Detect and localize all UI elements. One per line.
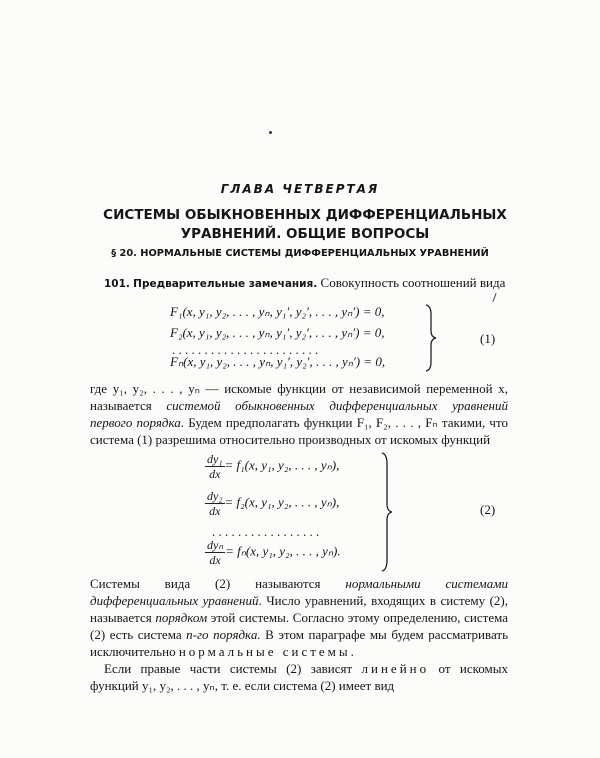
- derivative-denominator: dx: [209, 467, 221, 481]
- equation-line: Fₙ(x, y₁, y₂, . . . , yₙ, y₁′, y₂′, . . . , yₙ′) = 0,: [170, 354, 386, 369]
- term-definition: системой обыкновенных дифференциальных уравнений первого порядка: [90, 398, 508, 430]
- derivative-numerator: dy₂: [207, 489, 223, 503]
- paragraph-text: В этом параграфе мы будем рассматривать исключительно: [90, 627, 508, 659]
- equation-number: (1): [480, 331, 496, 346]
- derivative-denominator: dx: [209, 553, 221, 567]
- subsection-lead: Совокупность соотношений вида: [320, 275, 506, 290]
- paragraph-text: этой системы. Согласно этому определению, система (2) есть система: [90, 610, 508, 642]
- right-brace: [424, 304, 438, 372]
- equation-line: F₂(x, y₁, y₂, . . . , yₙ, y₁′, y₂′, . . . , yₙ′) = 0,: [170, 325, 385, 340]
- equation-line: F₁(x, y₁, y₂, . . . , yₙ, y₁′, y₂′, . . . , yₙ′) = 0,: [170, 304, 385, 319]
- chapter-title-line: УРАВНЕНИЙ. ОБЩИЕ ВОПРОСЫ: [180, 226, 430, 242]
- paragraph: [90, 575, 508, 660]
- paragraph-text: . Будем предполагать функции F₁, F₂, . . . , Fₙ такими, что система (1) разрешима относительно производных от искомых функций: [90, 415, 508, 447]
- equation-rhs: = f₂(x, y₁, y₂, . . . , yₙ),: [224, 494, 340, 510]
- chapter-title: [90, 206, 520, 244]
- paragraph-text: Системы вида (2) называются: [90, 576, 346, 591]
- paragraph-text: .: [350, 644, 354, 659]
- paragraph-text: от искомых функций y₁, y₂, . . . , yₙ, т. е. если система (2) имеет вид: [90, 661, 508, 693]
- subsection-number: 101.: [104, 278, 130, 290]
- term-definition: нормальными системами дифференциальных уравнений: [90, 576, 508, 608]
- equation-number: (2): [480, 502, 496, 517]
- equation-row: [205, 538, 341, 567]
- term-definition: n-го порядка.: [186, 627, 261, 642]
- paragraph: [90, 660, 508, 694]
- derivative-numerator: dyₙ: [207, 538, 224, 552]
- chapter-label: ГЛАВА ЧЕТВЕРТАЯ: [220, 182, 380, 196]
- equation-rhs: = fₙ(x, y₁, y₂, . . . , yₙ).: [225, 543, 341, 559]
- equation-rhs: = f₁(x, y₁, y₂, . . . , yₙ),: [224, 457, 340, 473]
- derivative-numerator: dy₁: [207, 452, 223, 466]
- paragraph-text: . Число уравнений, входящих в систему (2), называется: [90, 593, 508, 625]
- equation-dots: . . . . . . . . . . . . . . . . .: [212, 524, 320, 539]
- equation-dots: . . . . . . . . . . . . . . . . . . . . . . .: [172, 342, 319, 357]
- spaced-emphasis: линейно: [361, 661, 430, 676]
- paragraph-text: Если правые части системы (2) зависят: [104, 661, 362, 676]
- paragraph-text: где y₁, y₂, . . . , yₙ — искомые функции от независимой переменной x, называется: [90, 381, 508, 413]
- page-mark: [269, 131, 272, 134]
- subsection-intro: [90, 274, 508, 293]
- derivative-denominator: dx: [209, 504, 221, 518]
- equation-row: [205, 452, 339, 481]
- term-definition: порядком: [155, 610, 208, 625]
- page-mark: [492, 293, 496, 302]
- chapter-title-line: СИСТЕМЫ ОБЫКНОВЕННЫХ ДИФФЕРЕНЦИАЛЬНЫХ: [103, 207, 507, 223]
- right-brace: [380, 452, 394, 572]
- paragraph: [90, 380, 508, 448]
- section-heading: § 20. НОРМАЛЬНЫЕ СИСТЕМЫ ДИФФЕРЕНЦИАЛЬНЫХ УРАВНЕНИЙ: [111, 248, 489, 259]
- spaced-emphasis: нормальные системы: [178, 644, 351, 659]
- equation-row: [205, 489, 339, 518]
- subsection-title: Предварительные замечания.: [133, 278, 318, 290]
